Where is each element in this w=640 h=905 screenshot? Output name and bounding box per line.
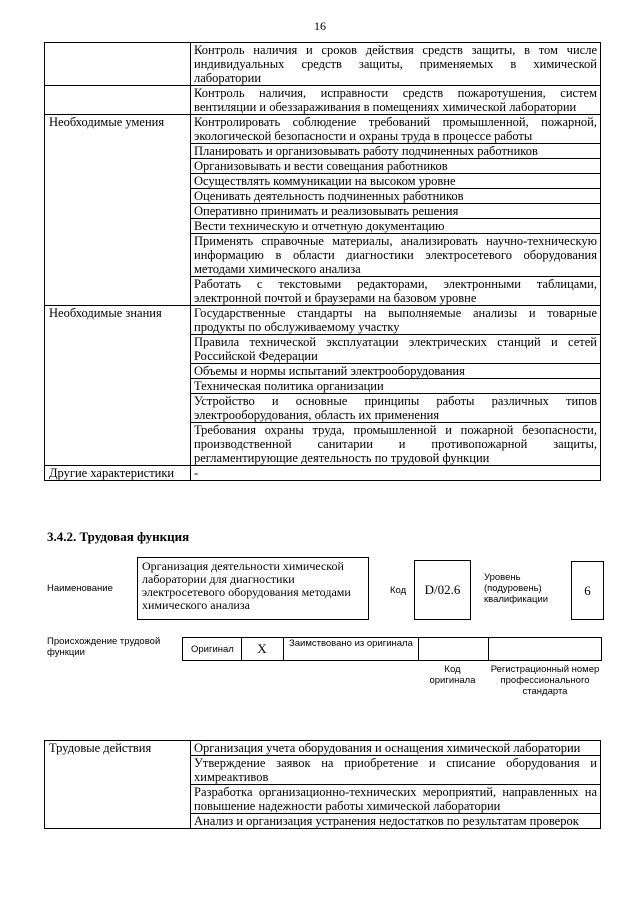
original-cell: [183, 638, 242, 660]
table-row: [45, 466, 601, 481]
borrowed-cell: [283, 638, 419, 660]
knowledge-item: Объемы и нормы испытаний электрооборудования: [191, 364, 601, 379]
knowledge-item: Государственные стандарты на выполняемые анализы и товарные продукты по обслуживаемому участку: [191, 306, 601, 335]
requirements-table: [44, 42, 601, 481]
function-code: D/02.6: [414, 560, 471, 620]
knowledge-item: Техническая политика организации: [191, 379, 601, 394]
empty-cell: [45, 86, 191, 115]
skill-item: Работать с текстовыми редакторами, электронными таблицами, электронной почтой и браузерами на базовом уровне: [191, 277, 601, 306]
table-row: [45, 741, 601, 756]
skill-item: Планировать и организовывать работу подчиненных работников: [191, 144, 601, 159]
skill-item: Контролировать соблюдение требований промышленной, пожарной, экологической безопасности и охраны труда в процессе работы: [191, 115, 601, 144]
action-item: Организация учета оборудования и оснащения химической лаборатории: [191, 741, 601, 756]
skill-item: Организовывать и вести совещания работников: [191, 159, 601, 174]
code-label: Код: [390, 585, 407, 596]
labor-actions-table: [44, 740, 601, 829]
knowledge-label: Необходимые знания: [45, 306, 191, 466]
level-label: Уровень (подуровень) квалификации: [484, 572, 549, 605]
function-name: Организация деятельности химической лаборатории для диагностики электросетевого оборудования методами химического анализа: [137, 557, 369, 620]
original-code-label: Код оригинала: [429, 664, 476, 686]
table-cell: Контроль наличия и сроков действия средств защиты, в том числе индивидуальных средств защиты, применяемых в химической лаборатории: [191, 43, 601, 86]
action-item: Разработка организационно-технических мероприятий, направленных на повышение надежности работы химической лаборатории: [191, 785, 601, 814]
page-number: 16: [314, 19, 326, 33]
origin-row: [182, 637, 602, 661]
skill-item: Применять справочные материалы, анализировать научно-техническую информацию в области диагностики электросетевого оборудования методами химического анализа: [191, 234, 601, 277]
section-heading: 3.4.2. Трудовая функция: [47, 529, 190, 544]
skill-item: Оценивать деятельность подчиненных работников: [191, 189, 601, 204]
other-value: -: [191, 466, 601, 481]
table-row: [45, 43, 601, 86]
table-row: [45, 115, 601, 144]
action-item: Анализ и организация устранения недостатков по результатам проверок: [191, 814, 601, 829]
table-row: [45, 306, 601, 335]
actions-label: Трудовые действия: [45, 741, 191, 829]
skill-item: Оперативно принимать и реализовывать решения: [191, 204, 601, 219]
other-label: Другие характеристики: [45, 466, 191, 481]
qualification-level: 6: [571, 561, 604, 620]
name-label: Наименование: [47, 583, 113, 594]
reg-number-cell: [488, 638, 601, 660]
original-label: Оригинал: [191, 644, 234, 655]
skill-item: Вести техническую и отчетную документацию: [191, 219, 601, 234]
knowledge-item: Устройство и основные принципы работы различных типов электрооборудования, область их применения: [191, 394, 601, 423]
origin-label: Происхождение трудовой функции: [47, 636, 161, 658]
action-item: Утверждение заявок на приобретение и списание оборудования и химреактивов: [191, 756, 601, 785]
table-cell: Контроль наличия, исправности средств пожаротушения, систем вентиляции и обеззараживания в помещениях химической лаборатории: [191, 86, 601, 115]
knowledge-item: Требования охраны труда, промышленной и пожарной безопасности, производственной санитарии и противопожарной защиты, регламентирующие деятельность по трудовой функции: [191, 423, 601, 466]
borrowed-label: Заимствовано из оригинала: [289, 638, 413, 649]
original-mark: X: [241, 638, 284, 660]
table-row: [45, 86, 601, 115]
original-code-cell: [418, 638, 489, 660]
reg-number-label: Регистрационный номер профессионального стандарта: [490, 664, 600, 697]
skills-label: Необходимые умения: [45, 115, 191, 306]
knowledge-item: Правила технической эксплуатации электрических станций и сетей Российской Федерации: [191, 335, 601, 364]
skill-item: Осуществлять коммуникации на высоком уровне: [191, 174, 601, 189]
empty-cell: [45, 43, 191, 86]
